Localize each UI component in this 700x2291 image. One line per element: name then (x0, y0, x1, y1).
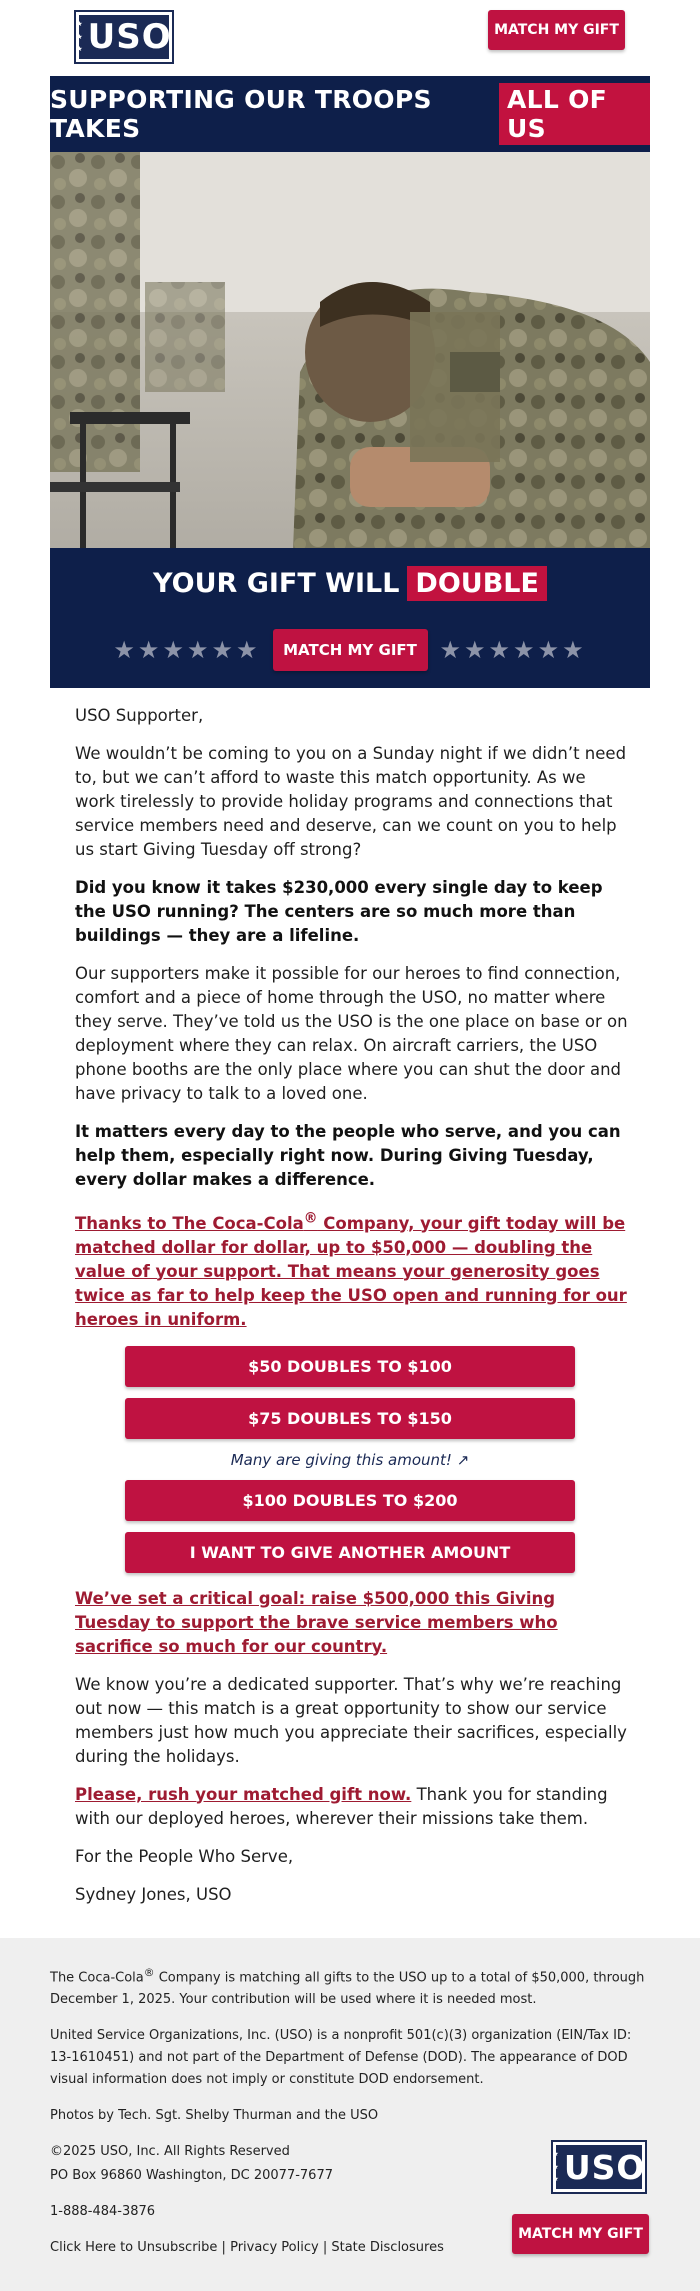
signature: Sydney Jones, USO (75, 1884, 232, 1904)
state-disclosures-link[interactable]: State Disclosures (331, 2240, 444, 2256)
match-link-part-1: Thanks to The Coca-Cola (75, 1213, 304, 1233)
footer-address: PO Box 96860 Washington, DC 20077-7677 (50, 2168, 333, 2184)
donate-75-button[interactable]: $75 DOUBLES TO $150 (125, 1398, 575, 1439)
hero-subtitle-band (50, 548, 650, 688)
letter-body (75, 704, 630, 1921)
signoff: For the People Who Serve, (75, 1846, 294, 1866)
footer-copyright: ©2025 USO, Inc. All Rights Reserved (50, 2144, 290, 2160)
email-header (0, 0, 700, 76)
footer-uso-logo[interactable] (553, 2142, 645, 2192)
header-match-gift-button[interactable]: MATCH MY GIFT (488, 10, 625, 50)
letter-paragraph-3: Our supporters make it possible for our heroes to find connection, comfort and a piece of home through the USO, no matter where they serve. They’ve told us the USO is the one place on base or on deployment where they can relax. On aircraft carriers, the USO phone booths are the only place where you can shut the door and have privacy to talk to a loved one. (75, 964, 628, 1103)
footer-logo-text: USO (563, 2147, 646, 2187)
gift-double-highlight: DOUBLE (407, 566, 547, 601)
letter-paragraph-4: It matters every day to the people who serve, and you can help them, especially right now. During Giving Tuesday, every dollar makes a difference. (75, 1122, 621, 1189)
curved-arrow-icon: ↗ (456, 1450, 470, 1469)
donation-options (125, 1346, 575, 1573)
popular-amount-text: Many are giving this amount! (230, 1450, 452, 1469)
footer-registered-mark: ® (143, 1966, 155, 1979)
privacy-policy-link[interactable]: Privacy Policy (230, 2240, 319, 2256)
hero-banner[interactable] (50, 76, 650, 688)
donate-100-button[interactable]: $100 DOUBLES TO $200 (125, 1480, 575, 1521)
letter-paragraph-8 (75, 1783, 630, 1831)
footer-photo-credit: Photos by Tech. Sgt. Shelby Thurman and the USO (50, 2108, 379, 2124)
stars-right-icon: ★★★★★★ (439, 636, 587, 664)
hero-match-gift-button[interactable]: MATCH MY GIFT (273, 629, 428, 671)
donate-other-amount-button[interactable]: I WANT TO GIVE ANOTHER AMOUNT (125, 1532, 575, 1573)
star-row (50, 629, 650, 671)
salutation: USO Supporter, (75, 706, 204, 725)
footer-match-part-2: Company is matching all gifts to the USO up to a total of $50,000, through December 1, 2025. Your contribution will be used where it is needed most. (50, 1970, 645, 2008)
logo-text: USO (87, 17, 172, 57)
letter-paragraph-7: We know you’re a dedicated supporter. That’s why we’re reaching out now — this match is a great opportunity to show our service members just how much you appreciate their sacrifices, especially during the holidays. (75, 1674, 627, 1766)
goal-link[interactable]: We’ve set a critical goal: raise $500,000 this Giving Tuesday to support the brave service members who sacrifice so much for our country. (75, 1588, 558, 1656)
stars-left-icon: ★★★★★★ (113, 636, 261, 664)
rush-gift-link[interactable]: Please, rush your matched gift now. (75, 1784, 412, 1804)
footer-separator: | (322, 2240, 328, 2256)
goal-paragraph (75, 1587, 630, 1659)
donate-50-button[interactable]: $50 DOUBLES TO $100 (125, 1346, 575, 1387)
logo-stars-icon: ★ ★ ★ (76, 20, 84, 53)
footer-separator: | (221, 2240, 226, 2256)
popular-amount-note (125, 1448, 575, 1472)
gift-double-headline (50, 568, 650, 599)
footer-nonprofit-note: United Service Organizations, Inc. (USO) is a nonprofit 501(c)(3) organization (EIN/Tax ID: 13-1610451) and not part of the Department of Defense (DOD). The appearance of DOD visual information does not imply or constitute DOD endorsement. (50, 2028, 632, 2088)
letter-paragraph-2: Did you know it takes $230,000 every single day to keep the USO running? The centers are so much more than buildings — they are a lifeline. (75, 878, 603, 945)
registered-mark: ® (303, 1210, 318, 1226)
match-link[interactable] (75, 1210, 627, 1329)
footer-phone: 1-888-484-3876 (50, 2204, 156, 2220)
uso-logo[interactable] (76, 12, 172, 62)
footer-match-part-1: The Coca-Cola (50, 1970, 144, 1986)
match-paragraph (75, 1206, 630, 1332)
letter-paragraph-1: We wouldn’t be coming to you on a Sunday night if we didn’t need to, but we can’t afford to waste this match opportunity. As we work tirelessly to provide holiday programs and connections that service members need and deserve, can we count on you to help us start Giving Tuesday off strong? (75, 744, 627, 859)
hero-title (50, 76, 650, 152)
match-link-part-2: Company, your gift today will be matched dollar for dollar, up to $50,000 — doubling the value of your support. That means your generosity goes twice as far to help keep the USO open and running for our heroes in uniform. (75, 1213, 627, 1329)
unsubscribe-link[interactable]: Click Here to Unsubscribe (50, 2240, 218, 2256)
letter-paragraph-8-rest: Thank you for standing with our deployed heroes, wherever their missions take them. (75, 1784, 608, 1828)
gift-double-prefix: YOUR GIFT WILL (153, 568, 400, 599)
hero-title-highlight: ALL OF US (499, 83, 650, 145)
footer-match-note (50, 1962, 650, 2011)
footer-match-gift-button[interactable]: MATCH MY GIFT (512, 2214, 649, 2254)
hero-title-prefix: SUPPORTING OUR TROOPS TAKES (50, 85, 432, 143)
footer-logo-stars-icon: ★ ★ ★ (552, 2150, 560, 2183)
